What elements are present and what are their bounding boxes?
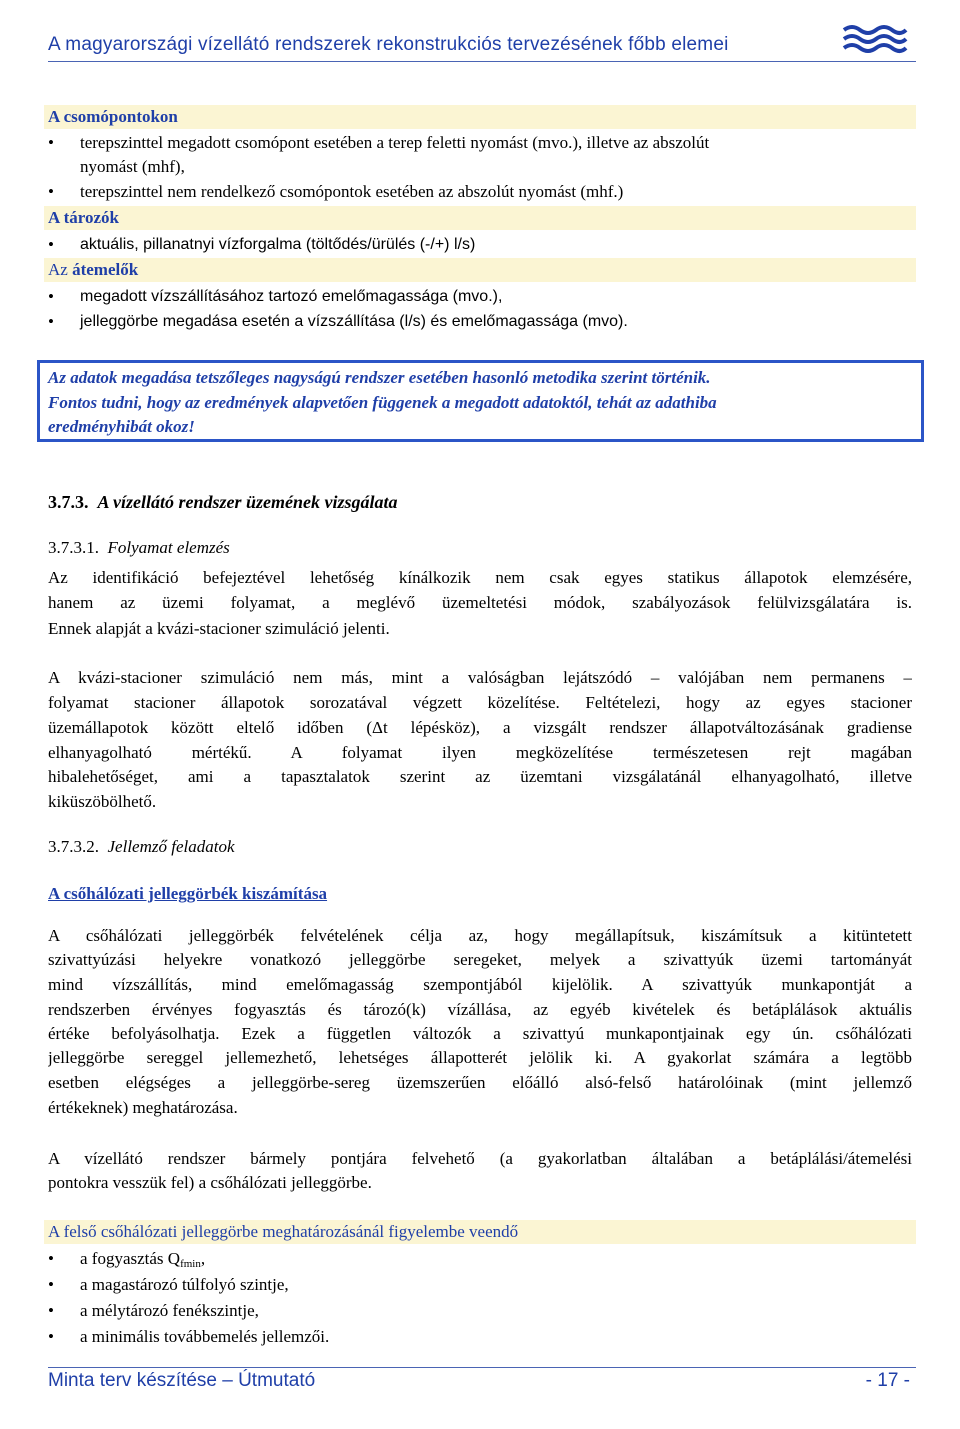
bullet-icon: •	[48, 133, 54, 152]
paragraph-line: Ennek alapját a kvázi-stacioner szimuláció jelenti.	[48, 619, 390, 638]
paragraph-line: értéke befolyásolhatja. Ezek a független változók a szivattyú munkapontjainak egy ún. csőhálózati	[48, 1024, 912, 1043]
note-line: Fontos tudni, hogy az eredmények alapvetően függenek a megadott adatoktól, tehát az adathiba	[48, 393, 717, 412]
page-number: - 17 -	[865, 1370, 910, 1391]
paragraph-line: üzemállapotok között eltelő időben (Δt lépésköz), a vizsgált rendszer állapotváltozásának gradiense	[48, 718, 912, 737]
subsection-heading: 3.7.3.1. Folyamat elemzés	[48, 538, 230, 557]
bullet-icon: •	[48, 235, 54, 254]
bullet-icon: •	[48, 1301, 54, 1320]
header-divider	[48, 61, 916, 62]
bullet-icon: •	[48, 1249, 54, 1268]
upper-curve-heading: A felső csőhálózati jelleggörbe meghatározásánál figyelembe veendő	[44, 1220, 916, 1244]
paragraph-line: értékeknek) meghatározása.	[48, 1098, 238, 1117]
paragraph-line: pontokra vesszük fel) a csőhálózati jelleggörbe.	[48, 1173, 372, 1192]
footer-divider	[48, 1367, 916, 1368]
paragraph-line: jelleggörbe sereggel jellemezhető, lehetséges állapotterét jelölik ki. A gyakorlat számára a legtöbb	[48, 1048, 912, 1067]
paragraph-line: kiküszöbölhető.	[48, 792, 157, 811]
nodes-heading: A csomópontokon	[44, 105, 916, 129]
tanks-heading: A tározók	[44, 206, 916, 230]
bullet-icon: •	[48, 182, 54, 201]
header-title: A magyarországi vízellátó rendszerek rekonstrukciós tervezésének főbb elemei	[48, 34, 729, 55]
paragraph-line: hibalehetőséget, ami a tapasztalatok szerint az üzemtani vizsgálatánál elhanyagolható, illetve	[48, 767, 912, 786]
pumps-heading: Az átemelők	[44, 258, 916, 282]
paragraph-line: szivattyúzási helyekre vonatkozó jelleggörbe seregeket, melyek a szivattyúk üzemi tartományát	[48, 950, 912, 969]
paragraph-line: mind vízszállítás, mind emelőmagasság szempontjából kijelölik. A szivattyúk munkapontját a	[48, 975, 912, 994]
paragraph-line: elhanyagolható mértékű. A folyamat ilyen megközelítése természetesen rejt magában	[48, 743, 912, 762]
bullet-icon: •	[48, 1327, 54, 1346]
list-item-continuation: nyomást (mhf),	[80, 157, 185, 176]
subsection-heading: 3.7.3.2. Jellemző feladatok	[48, 837, 235, 856]
bullet-icon: •	[48, 312, 54, 331]
paragraph-line: A kvázi-stacioner szimuláció nem más, mint a valóságban lejátszódó – valójában nem permanens –	[48, 668, 912, 687]
paragraph-line: A vízellátó rendszer bármely pontjára felvehető (a gyakorlatban általában a betáplálási/átemelési	[48, 1149, 912, 1168]
waves-icon	[842, 22, 908, 58]
note-line: eredményhibát okoz!	[48, 417, 195, 436]
underlined-heading: A csőhálózati jelleggörbék kiszámítása	[48, 884, 328, 903]
note-line: Az adatok megadása tetszőleges nagyságú rendszer esetében hasonló metodika szerint történik.	[48, 368, 711, 387]
section-heading: 3.7.3. A vízellátó rendszer üzemének vizsgálata	[48, 492, 398, 512]
footer-title: Minta terv készítése – Útmutató	[48, 1370, 316, 1391]
paragraph-line: A csőhálózati jelleggörbék felvételének célja az, hogy megállapítsuk, kiszámítsuk a kitüntetett	[48, 926, 912, 945]
paragraph-line: Az identifikáció befejeztével lehetőség kínálkozik nem csak egyes statikus állapotok elemzésére,	[48, 568, 912, 587]
paragraph-line: folyamat stacioner állapotok sorozatával végzett közelítése. Feltételezi, hogy az egyes stacioner	[48, 693, 912, 712]
paragraph-line: rendszerben érvényes fogyasztás és tározó(k) vízállása, az egyéb kivételek és betáplálások aktuális	[48, 1000, 912, 1019]
paragraph-line: esetben elégséges a jelleggörbe-sereg üzemszerűen előálló alsó-felső határolóinak (mint jellemző	[48, 1073, 912, 1092]
bullet-icon: •	[48, 287, 54, 306]
bullet-icon: •	[48, 1275, 54, 1294]
document-page: A magyarországi vízellátó rendszerek rekonstrukciós tervezésének főbb elemei A csomópontokon • terepszinttel megadott csomópont esetében a terep feletti nyomást (mvo.), illetve az abszolút nyomást (mhf), • terepszinttel nem rendelkező csomópontok esetében az abszolút nyomást (mhf.) A tározók • aktuális, pillanatnyi vízforgalma (töltődés/ürülés (-/+) l/s) Az átemelők • megadott vízszállításához tartozó emelőmagassága (mvo.), • jelleggörbe megadása esetén a vízszállítása (l/s) és emelőmagassága (mvo). Az adatok megadása tetszőleges nagyságú rendszer esetében hasonló metodika szerint történik. Fontos tudni, hogy az eredmények alapvetően függenek a megadott adatoktól, tehát az adathiba eredményhibát okoz! 3.7.3. A vízellátó rendszer üzemének vizsgálata 3.7.3.1. Folyamat elemzés Az identifikáció befejeztével lehetőség kínálkozik nem csak egyes statikus állapotok elemzésére, hanem az üzemi folyamat, a meglévő üzemeltetési módok, szabályozások felülvizsgálatára is. Ennek alapját a kvázi-stacioner szimuláció jelenti. A kvázi-stacioner szimuláció nem más, mint a valóságban lejátszódó – valójában nem permanens – folyamat stacioner állapotok sorozatával végzett közelítése. Feltételezi, hogy az egyes stacioner üzemállapotok között eltelő időben (Δt lépésköz), a vizsgált rendszer állapotváltozásának gradiense elhanyagolható mértékű. A folyamat ilyen megközelítése természetesen rejt magában hibalehetőséget, ami a tapasztalatok szerint az üzemtani vizsgálatánál elhanyagolható, illetve kiküszöbölhető. 3.7.3.2. Jellemző feladatok A csőhálózati jelleggörbék kiszámítása A csőhálózati jelleggörbék felvételének célja az, hogy megállapítsuk, kiszámítsuk a kitüntetett szivattyúzási helyekre vonatkozó jelleggörbe seregeket, melyek a szivattyúk üzemi tartományát mind vízszállítás, mind emelőmagasság szempontjából kijelölik. A szivattyúk munkapontját a rendszerben érvényes fogyasztás és tározó(k) vízállása, az egyéb kivételek és betáplálások aktuális értéke befolyásolhatja. Ezek a független változók a szivattyú munkapontjainak egy ún. csőhálózati jelleggörbe sereggel jellemezhető, lehetséges állapotterét jelölik ki. A gyakorlat számára a legtöbb esetben elégséges a jelleggörbe-sereg üzemszerűen előálló alsó-felső határolóinak (mint jellemző értékeknek) meghatározása. A vízellátó rendszer bármely pontjára felvehető (a gyakorlatban általában a betáplálási/átemelési pontokra vesszük fel) a csőhálózati jelleggörbe. A felső csőhálózati jelleggörbe meghatározásánál figyelembe veendő • a fogyasztás $Q_{fmin}$, • a magastározó túlfolyó szintje, • a mélytározó fenékszintje, • a minimális továbbemelés jellemzői. Minta terv készítése – Útmutató - 17 -	[0, 0, 960, 1429]
paragraph-line: hanem az üzemi folyamat, a meglévő üzemeltetési módok, szabályozások felülvizsgálatára is.	[48, 593, 912, 612]
